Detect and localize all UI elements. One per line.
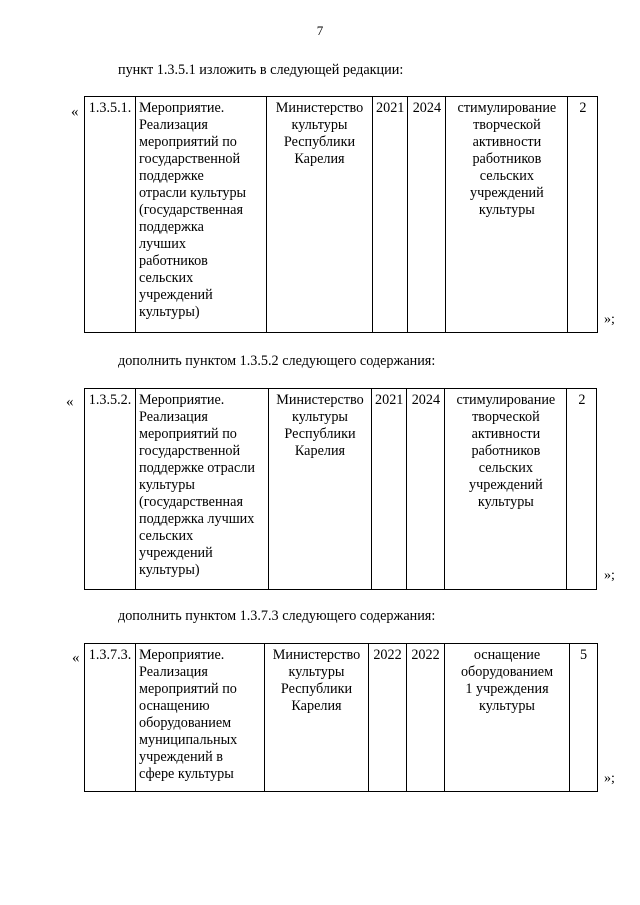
text-line: Республики bbox=[283, 134, 356, 150]
text-line: сельских bbox=[479, 168, 534, 184]
item-number-cell: 1.3.7.3. bbox=[85, 644, 136, 792]
text-line: учреждений bbox=[139, 287, 213, 303]
text-line: работников bbox=[471, 443, 541, 459]
text-line: стимулирование bbox=[456, 392, 556, 408]
text-line: культуры bbox=[291, 117, 348, 133]
text-line: учреждений bbox=[470, 185, 544, 201]
close-quote: »; bbox=[604, 771, 615, 786]
text-line: сельских bbox=[139, 270, 194, 286]
text-line: государственной bbox=[139, 151, 241, 167]
result-cell bbox=[446, 97, 568, 333]
text-line: учреждений bbox=[139, 545, 213, 561]
open-quote: « bbox=[66, 394, 74, 410]
text-line: поддержке bbox=[139, 168, 204, 184]
close-quote: »; bbox=[604, 312, 615, 327]
open-quote: « bbox=[71, 104, 79, 120]
text-line: мероприятий по bbox=[139, 134, 237, 150]
text-line: Министерство bbox=[275, 100, 364, 116]
text-line: учреждений bbox=[469, 477, 543, 493]
text-line: культуры bbox=[478, 202, 535, 218]
text-line: творческой bbox=[472, 409, 540, 425]
executor-cell bbox=[269, 389, 372, 590]
text-line: Реализация bbox=[139, 664, 208, 680]
page-number: 7 bbox=[316, 23, 324, 38]
text-line: государственной bbox=[139, 443, 241, 459]
text-line: культуры bbox=[477, 494, 534, 510]
executor-cell bbox=[267, 97, 373, 333]
table-row bbox=[85, 644, 598, 792]
text-line: оборудованием bbox=[139, 715, 232, 731]
text-line: 1 учреждения bbox=[465, 681, 549, 697]
amendment-intro-3: дополнить пунктом 1.3.7.3 следующего содержания: bbox=[118, 608, 436, 624]
event-cell bbox=[136, 97, 267, 333]
text-line: культуры bbox=[479, 698, 535, 714]
text-line: оснащение bbox=[473, 647, 541, 663]
text-line: оснащению bbox=[139, 698, 210, 714]
text-line: Реализация bbox=[139, 117, 208, 133]
text-line: культуры bbox=[292, 409, 348, 425]
text-line: сельских bbox=[139, 528, 194, 544]
text-line: учреждений в bbox=[139, 749, 223, 765]
table-row bbox=[85, 97, 598, 333]
text-line: Министерство bbox=[272, 647, 361, 663]
text-line: мероприятий по bbox=[139, 681, 237, 697]
table-row bbox=[85, 389, 597, 590]
value-cell: 2 bbox=[567, 389, 597, 590]
text-line: активности bbox=[472, 134, 542, 150]
text-line: поддержка bbox=[139, 219, 204, 235]
text-line: работников bbox=[472, 151, 542, 167]
text-line: лучших bbox=[139, 236, 186, 252]
text-line: Министерство bbox=[276, 392, 364, 408]
text-line: (государственная bbox=[139, 202, 243, 218]
end-year-cell: 2024 bbox=[407, 389, 445, 590]
text-line: Мероприятие. bbox=[139, 647, 225, 663]
text-line: стимулирование bbox=[457, 100, 557, 116]
result-cell bbox=[445, 389, 567, 590]
value-cell: 2 bbox=[568, 97, 598, 333]
amendment-table-2 bbox=[84, 388, 597, 590]
amendment-table-1 bbox=[84, 96, 598, 333]
text-line: поддержке отрасли bbox=[139, 460, 255, 476]
close-quote: »; bbox=[604, 568, 615, 583]
amendment-intro-1: пункт 1.3.5.1 изложить в следующей редакции: bbox=[118, 62, 404, 78]
event-cell bbox=[136, 389, 269, 590]
text-line: сфере культуры bbox=[139, 766, 234, 782]
event-cell bbox=[136, 644, 265, 792]
open-quote: « bbox=[72, 650, 80, 666]
text-line: активности bbox=[471, 426, 541, 442]
text-line: Республики bbox=[284, 426, 356, 442]
text-line: культуры bbox=[288, 664, 345, 680]
text-line: отрасли культуры bbox=[139, 185, 247, 201]
start-year-cell: 2021 bbox=[372, 389, 407, 590]
item-number-cell: 1.3.5.1. bbox=[85, 97, 136, 333]
start-year-cell: 2021 bbox=[373, 97, 408, 333]
text-line: Реализация bbox=[139, 409, 208, 425]
result-cell bbox=[445, 644, 570, 792]
text-line: Карелия bbox=[294, 151, 345, 167]
text-line: Республики bbox=[280, 681, 353, 697]
start-year-cell: 2022 bbox=[369, 644, 407, 792]
text-line: Мероприятие. bbox=[139, 100, 225, 116]
text-line: культуры) bbox=[139, 304, 200, 320]
text-line: (государственная bbox=[139, 494, 243, 510]
amendment-intro-2: дополнить пунктом 1.3.5.2 следующего содержания: bbox=[118, 353, 436, 369]
text-line: муниципальных bbox=[139, 732, 238, 748]
end-year-cell: 2022 bbox=[407, 644, 445, 792]
text-line: поддержка лучших bbox=[139, 511, 255, 527]
end-year-cell: 2024 bbox=[408, 97, 446, 333]
text-line: Карелия bbox=[294, 443, 346, 459]
value-cell: 5 bbox=[570, 644, 598, 792]
text-line: работников bbox=[139, 253, 208, 269]
item-number-cell: 1.3.5.2. bbox=[85, 389, 136, 590]
text-line: оборудованием bbox=[460, 664, 554, 680]
amendment-table-3 bbox=[84, 643, 598, 792]
text-line: культуры) bbox=[139, 562, 200, 578]
text-line: творческой bbox=[473, 117, 541, 133]
text-line: мероприятий по bbox=[139, 426, 237, 442]
text-line: Мероприятие. bbox=[139, 392, 225, 408]
executor-cell bbox=[265, 644, 369, 792]
text-line: культуры bbox=[139, 477, 195, 493]
text-line: Карелия bbox=[291, 698, 342, 714]
text-line: сельских bbox=[478, 460, 533, 476]
